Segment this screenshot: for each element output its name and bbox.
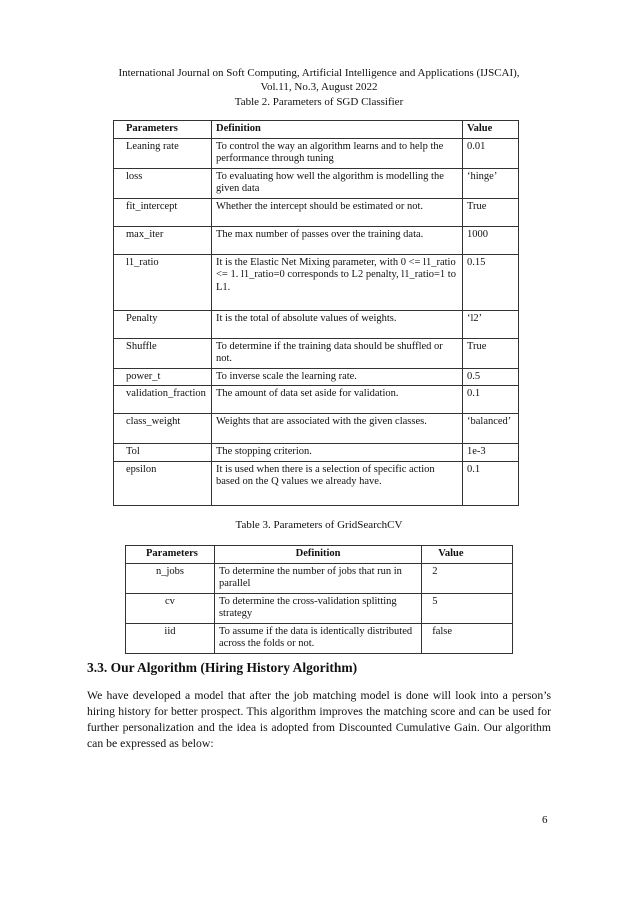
- journal-header-line1: International Journal on Soft Computing, Artificial Intelligence and Applications (IJSCAI),: [118, 67, 520, 79]
- value-cell: True: [463, 198, 519, 226]
- value-cell: 0.5: [463, 368, 519, 386]
- param-cell: cv: [126, 593, 215, 623]
- table-row: [114, 368, 519, 386]
- value-cell: false: [422, 623, 513, 653]
- definition-cell: The amount of data set aside for validation.: [211, 386, 462, 414]
- table-row: [114, 168, 519, 198]
- table-row: [114, 338, 519, 368]
- gridsearchcv-parameters-table: [125, 545, 513, 654]
- value-cell: ‘hinge’: [463, 168, 519, 198]
- value-cell: 1000: [463, 226, 519, 254]
- definition-cell: To evaluating how well the algorithm is modelling the given data: [211, 168, 462, 198]
- table-row: [114, 138, 519, 168]
- definition-cell: To inverse scale the learning rate.: [211, 368, 462, 386]
- table-header-row: [126, 546, 513, 564]
- page-number: 6: [542, 814, 548, 826]
- param-cell: Leaning rate: [114, 138, 212, 168]
- definition-cell: It is the Elastic Net Mixing parameter, with 0 <= l1_ratio <= 1. l1_ratio=0 corresponds to L2 penalty, l1_ratio=1 to L1.: [211, 254, 462, 310]
- param-cell: iid: [126, 623, 215, 653]
- param-cell: n_jobs: [126, 563, 215, 593]
- value-cell: 0.01: [463, 138, 519, 168]
- table-row: [126, 623, 513, 653]
- table-row: [114, 198, 519, 226]
- definition-cell: The max number of passes over the training data.: [211, 226, 462, 254]
- header-definition: Definition: [211, 121, 462, 139]
- definition-cell: It is the total of absolute values of weights.: [211, 310, 462, 338]
- param-cell: Penalty: [114, 310, 212, 338]
- table-row: [114, 226, 519, 254]
- definition-cell: To determine if the training data should be shuffled or not.: [211, 338, 462, 368]
- table-row: [126, 593, 513, 623]
- definition-cell: To assume if the data is identically distributed across the folds or not.: [214, 623, 421, 653]
- param-cell: Tol: [114, 444, 212, 462]
- param-cell: l1_ratio: [114, 254, 212, 310]
- value-cell: 0.15: [463, 254, 519, 310]
- value-cell: True: [463, 338, 519, 368]
- header-parameters: Parameters: [114, 121, 212, 139]
- value-cell: 0.1: [463, 386, 519, 414]
- section-heading: 3.3. Our Algorithm (Hiring History Algorithm): [87, 660, 358, 675]
- value-cell: ‘l2’: [463, 310, 519, 338]
- definition-cell: Weights that are associated with the given classes.: [211, 414, 462, 444]
- value-cell: 1e-3: [463, 444, 519, 462]
- table-row: [114, 414, 519, 444]
- header-definition: Definition: [214, 546, 421, 564]
- definition-cell: To control the way an algorithm learns and to help the performance through tuning: [211, 138, 462, 168]
- sgd-parameters-table: [113, 120, 519, 506]
- value-cell: 5: [422, 593, 513, 623]
- definition-cell: It is used when there is a selection of specific action based on the Q values we already have.: [211, 461, 462, 505]
- table-row: [126, 563, 513, 593]
- param-cell: Shuffle: [114, 338, 212, 368]
- value-cell: 0.1: [463, 461, 519, 505]
- param-cell: epsilon: [114, 461, 212, 505]
- param-cell: fit_intercept: [114, 198, 212, 226]
- param-cell: max_iter: [114, 226, 212, 254]
- param-cell: loss: [114, 168, 212, 198]
- table-row: [114, 444, 519, 462]
- value-cell: 2: [422, 563, 513, 593]
- table2-caption: Table 2. Parameters of SGD Classifier: [234, 96, 404, 108]
- definition-cell: To determine the number of jobs that run in parallel: [214, 563, 421, 593]
- section-paragraph: We have developed a model that after the job matching model is done will look into a person’s hiring history for better prospect. This algorithm improves the matching score and can be used for further personalization and the idea is adopted from Discounted Cumulative Gain. Our algorithm can be expressed as below:: [87, 689, 551, 750]
- table-row: [114, 386, 519, 414]
- table-row: [114, 461, 519, 505]
- header-value: Value: [463, 121, 519, 139]
- definition-cell: The stopping criterion.: [211, 444, 462, 462]
- value-cell: ‘balanced’: [463, 414, 519, 444]
- header-value: Value: [422, 546, 513, 564]
- table-header-row: [114, 121, 519, 139]
- table-row: [114, 310, 519, 338]
- param-cell: class_weight: [114, 414, 212, 444]
- journal-header: [0, 67, 638, 94]
- definition-cell: Whether the intercept should be estimated or not.: [211, 198, 462, 226]
- journal-header-line2: Vol.11, No.3, August 2022: [260, 80, 378, 93]
- definition-cell: To determine the cross-validation splitting strategy: [214, 593, 421, 623]
- table3-caption: Table 3. Parameters of GridSearchCV: [235, 519, 403, 531]
- param-cell: power_t: [114, 368, 212, 386]
- param-cell: validation_fraction: [114, 386, 212, 414]
- header-parameters: Parameters: [126, 546, 215, 564]
- table-row: [114, 254, 519, 310]
